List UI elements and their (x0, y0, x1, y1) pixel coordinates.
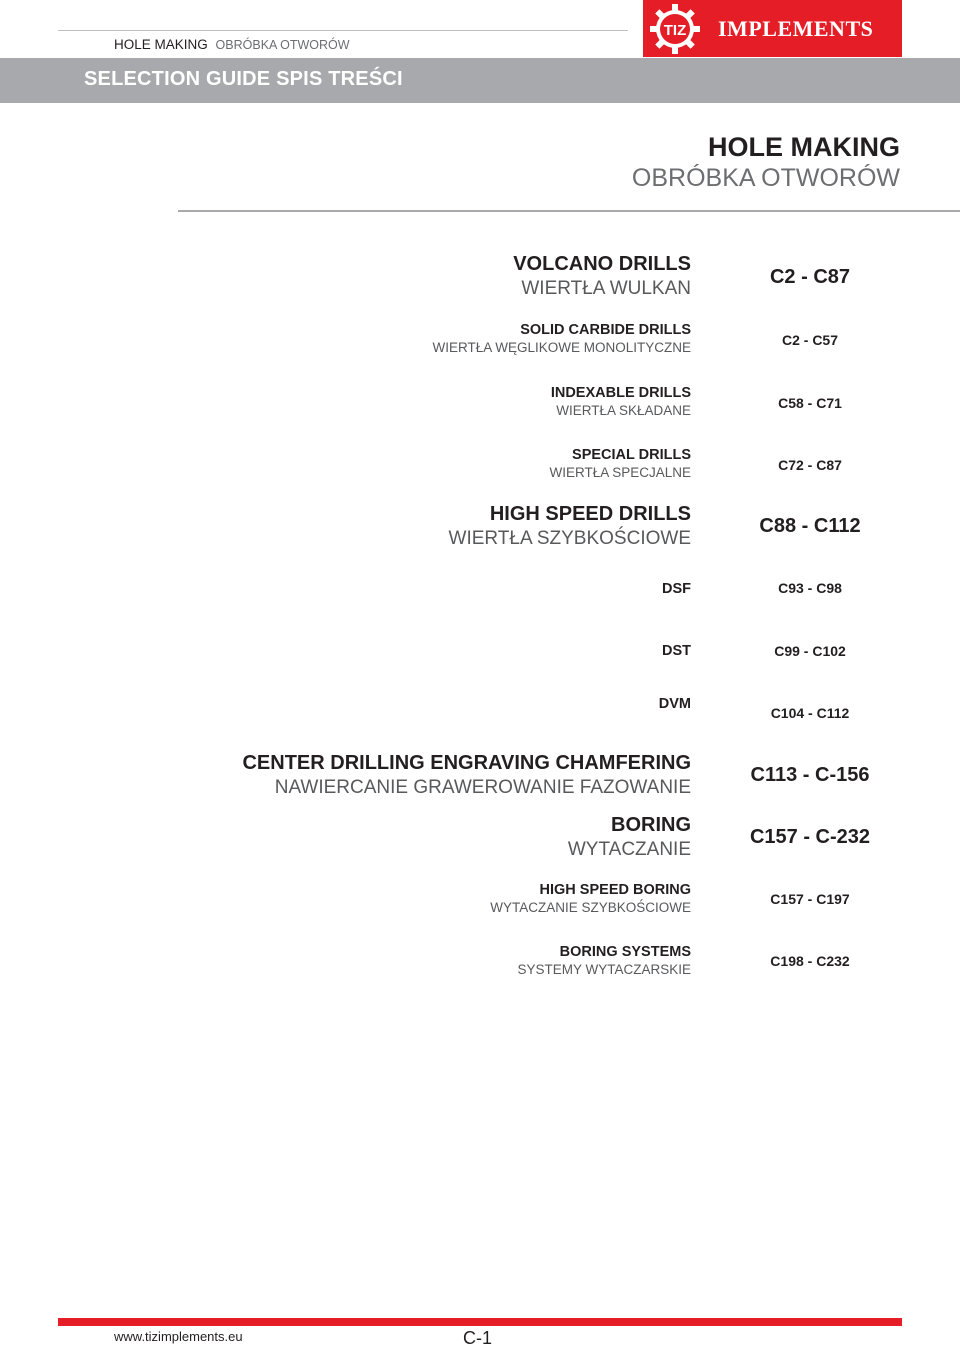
band-title: SELECTION GUIDE SPIS TREŚCI (84, 68, 403, 90)
entry-title-pl: WIERTŁA SPECJALNE (549, 465, 691, 480)
toc-entry-special-drills[interactable] (549, 446, 691, 482)
breadcrumb-en: HOLE MAKING (114, 37, 208, 52)
toc-entry-dst[interactable] (662, 642, 691, 660)
entry-title-pl: WYTACZANIE SZYBKOŚCIOWE (490, 900, 691, 915)
toc-pages-center-drilling[interactable]: C113 - C-156 (750, 764, 870, 786)
entry-title-pl: SYSTEMY WYTACZARSKIE (517, 962, 691, 977)
entry-title-en: SPECIAL DRILLS (572, 447, 691, 463)
entry-title-en: DST (662, 643, 691, 659)
logo-mark: TIZ (663, 22, 687, 39)
toc-entry-dvm[interactable] (659, 695, 691, 713)
toc-pages-high-speed-boring[interactable]: C157 - C197 (770, 891, 850, 907)
entry-title-pl: WYTACZANIE (567, 839, 691, 860)
entry-title-en: DSF (662, 581, 691, 597)
entry-title-en: HIGH SPEED BORING (539, 882, 691, 898)
breadcrumb (114, 37, 350, 52)
entry-title-pl: WIERTŁA SZYBKOŚCIOWE (448, 528, 691, 549)
entry-title-pl: WIERTŁA SKŁADANE (556, 403, 691, 418)
toc-entry-dsf[interactable] (662, 580, 691, 598)
toc-pages-high-speed-drills[interactable]: C88 - C112 (759, 515, 861, 537)
toc-pages-volcano-drills[interactable]: C2 - C87 (769, 266, 851, 288)
toc-pages-boring[interactable]: C157 - C-232 (749, 826, 871, 848)
toc-pages-solid-carbide-drills[interactable]: C2 - C57 (781, 332, 839, 348)
entry-title-en: DVM (658, 696, 691, 712)
section-band (0, 58, 960, 103)
section-title-pl: OBRÓBKA OTWORÓW (631, 164, 900, 192)
toc-pages-indexable-drills[interactable]: C58 - C71 (778, 395, 842, 411)
entry-title-en: INDEXABLE DRILLS (550, 385, 691, 401)
section-title-en: HOLE MAKING (708, 132, 900, 162)
toc-entry-high-speed-drills[interactable] (449, 502, 691, 551)
footer-rule (58, 1318, 902, 1326)
entry-title-en: BORING SYSTEMS (559, 944, 691, 960)
entry-title-pl: WIERTŁA WĘGLIKOWE MONOLITYCZNE (432, 340, 691, 355)
entry-title-en: SOLID CARBIDE DRILLS (520, 322, 691, 338)
toc-pages-dvm[interactable]: C104 - C112 (770, 705, 850, 721)
toc-entry-boring-systems[interactable] (517, 943, 691, 979)
footer-page-number: C-1 (463, 1328, 493, 1348)
toc-pages-dsf[interactable]: C93 - C98 (778, 580, 842, 596)
toc-pages-special-drills[interactable]: C72 - C87 (778, 457, 842, 473)
toc-pages-boring-systems[interactable]: C198 - C232 (770, 953, 850, 969)
tiz-gear-icon (649, 3, 701, 55)
toc-entry-high-speed-boring[interactable] (490, 881, 691, 917)
toc-entry-volcano-drills[interactable] (513, 252, 691, 301)
toc-entry-solid-carbide-drills[interactable] (432, 321, 691, 357)
toc-entry-center-drilling[interactable] (242, 751, 691, 800)
entry-title-pl: NAWIERCANIE GRAWEROWANIE FAZOWANIE (274, 777, 691, 798)
title-rule (178, 210, 960, 212)
brand-logo (643, 0, 902, 57)
entry-title-en: VOLCANO DRILLS (513, 253, 691, 275)
entry-title-en: BORING (611, 814, 691, 836)
header-rule (58, 30, 628, 31)
logo-text: IMPLEMENTS (718, 16, 874, 41)
toc-entry-indexable-drills[interactable] (551, 384, 691, 420)
section-title (632, 131, 900, 193)
breadcrumb-pl: OBRÓBKA OTWORÓW (215, 38, 350, 52)
entry-title-pl: WIERTŁA WULKAN (521, 278, 691, 299)
footer-url[interactable]: www.tizimplements.eu (114, 1329, 243, 1344)
entry-title-en: CENTER DRILLING ENGRAVING CHAMFERING (242, 752, 691, 774)
toc-pages-dst[interactable]: C99 - C102 (774, 643, 846, 659)
entry-title-en: HIGH SPEED DRILLS (489, 503, 691, 525)
toc-entry-boring[interactable] (568, 813, 691, 862)
